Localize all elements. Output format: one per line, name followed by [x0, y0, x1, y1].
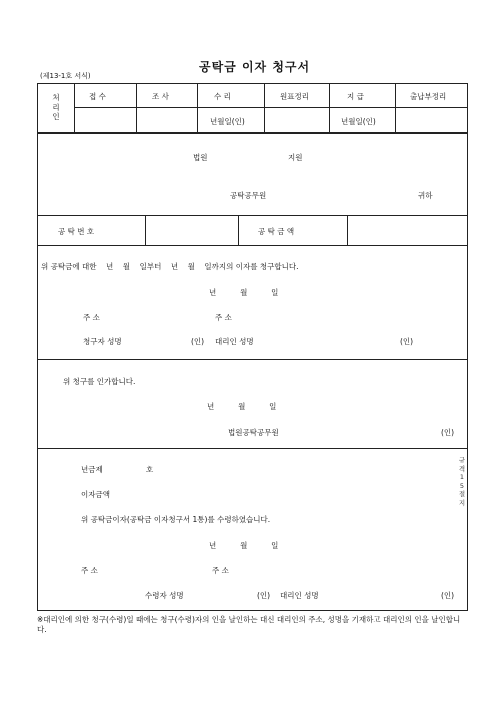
- divider: [37, 448, 468, 449]
- seal-mark: (인): [441, 591, 455, 600]
- officer-label: 공탁공무원: [230, 191, 267, 200]
- col-divider: [197, 83, 198, 133]
- agent-address-label: 주 소: [215, 313, 232, 322]
- agent-name-label: 대리인 성명: [215, 337, 254, 346]
- court-label: 법원: [193, 153, 208, 162]
- col-divider: [347, 215, 348, 245]
- divider: [37, 245, 468, 246]
- header-midline: [74, 107, 468, 108]
- col-divider: [145, 215, 146, 245]
- claim-sentence: 위 공탁금에 대한 년 월 일부터 년 월 일까지의 이자를 청구합니다.: [41, 262, 299, 271]
- seal-mark: (인): [257, 591, 271, 600]
- divider: [37, 215, 468, 216]
- approve-date: 년 월 일: [207, 402, 277, 411]
- col-divider: [74, 83, 75, 133]
- receipt-date: 년 월 일: [209, 541, 279, 550]
- header-col-cashbook: 출납부정리: [410, 92, 447, 101]
- processor-label: 처리인: [52, 93, 60, 121]
- date-seal: 년월일(인): [341, 117, 376, 126]
- processing-table: [37, 83, 468, 133]
- header-col-ledger: 원표정리: [280, 92, 309, 101]
- ho-label: 호: [146, 465, 154, 474]
- main-form-box: [37, 133, 468, 611]
- honorific: 귀하: [418, 191, 433, 200]
- col-divider: [329, 83, 330, 133]
- seal-mark: (인): [400, 337, 414, 346]
- interest-amount-label: 이자금액: [81, 490, 110, 499]
- date-seal: 년월일(인): [210, 117, 245, 126]
- claimant-address-label: 주 소: [83, 313, 100, 322]
- agent-name-label: 대리인 성명: [280, 591, 319, 600]
- seal-mark: (인): [191, 337, 205, 346]
- header-col-payment: 지 급: [347, 92, 364, 101]
- divider: [37, 359, 468, 360]
- paper-size-note: 규격 15 절지: [458, 456, 466, 507]
- col-divider: [264, 83, 265, 133]
- page-title: 공탁금 이자 청구서: [199, 60, 311, 74]
- header-col-receive: 접 수: [89, 92, 106, 101]
- claimant-name-label: 청구자 성명: [83, 337, 122, 346]
- footnote: ※대리인에 의한 청구(수령)일 때에는 청구(수령)자의 인을 날인하는 대신 대리인의 주소, 성명을 기재하고 대리인의 인을 날인합니다.: [37, 615, 461, 634]
- header-col-investigate: 조 사: [152, 92, 169, 101]
- form-number: (제13-1호 서식): [40, 72, 91, 80]
- receiver-address-label: 주 소: [81, 566, 98, 575]
- receiver-name-label: 수령자 성명: [145, 591, 184, 600]
- claim-date: 년 월 일: [209, 288, 279, 297]
- deposit-amount-label: 공 탁 금 액: [258, 227, 295, 236]
- col-divider: [136, 83, 137, 133]
- branch-label: 지원: [288, 153, 303, 162]
- receipt-sentence: 위 공탁금이자(공탁금 이자청구서 1통)를 수령하였습니다.: [81, 515, 271, 524]
- approve-sentence: 위 청구를 인가합니다.: [63, 377, 136, 386]
- deposit-number-label: 공 탁 번 호: [58, 227, 95, 236]
- year-number-label: 년금제: [81, 465, 103, 474]
- court-officer-label: 법원공탁공무원: [228, 428, 279, 437]
- col-divider: [395, 83, 396, 133]
- header-col-accept: 수 리: [214, 92, 231, 101]
- agent-address-label: 주 소: [212, 566, 229, 575]
- col-divider: [238, 215, 239, 245]
- seal-mark: (인): [441, 428, 455, 437]
